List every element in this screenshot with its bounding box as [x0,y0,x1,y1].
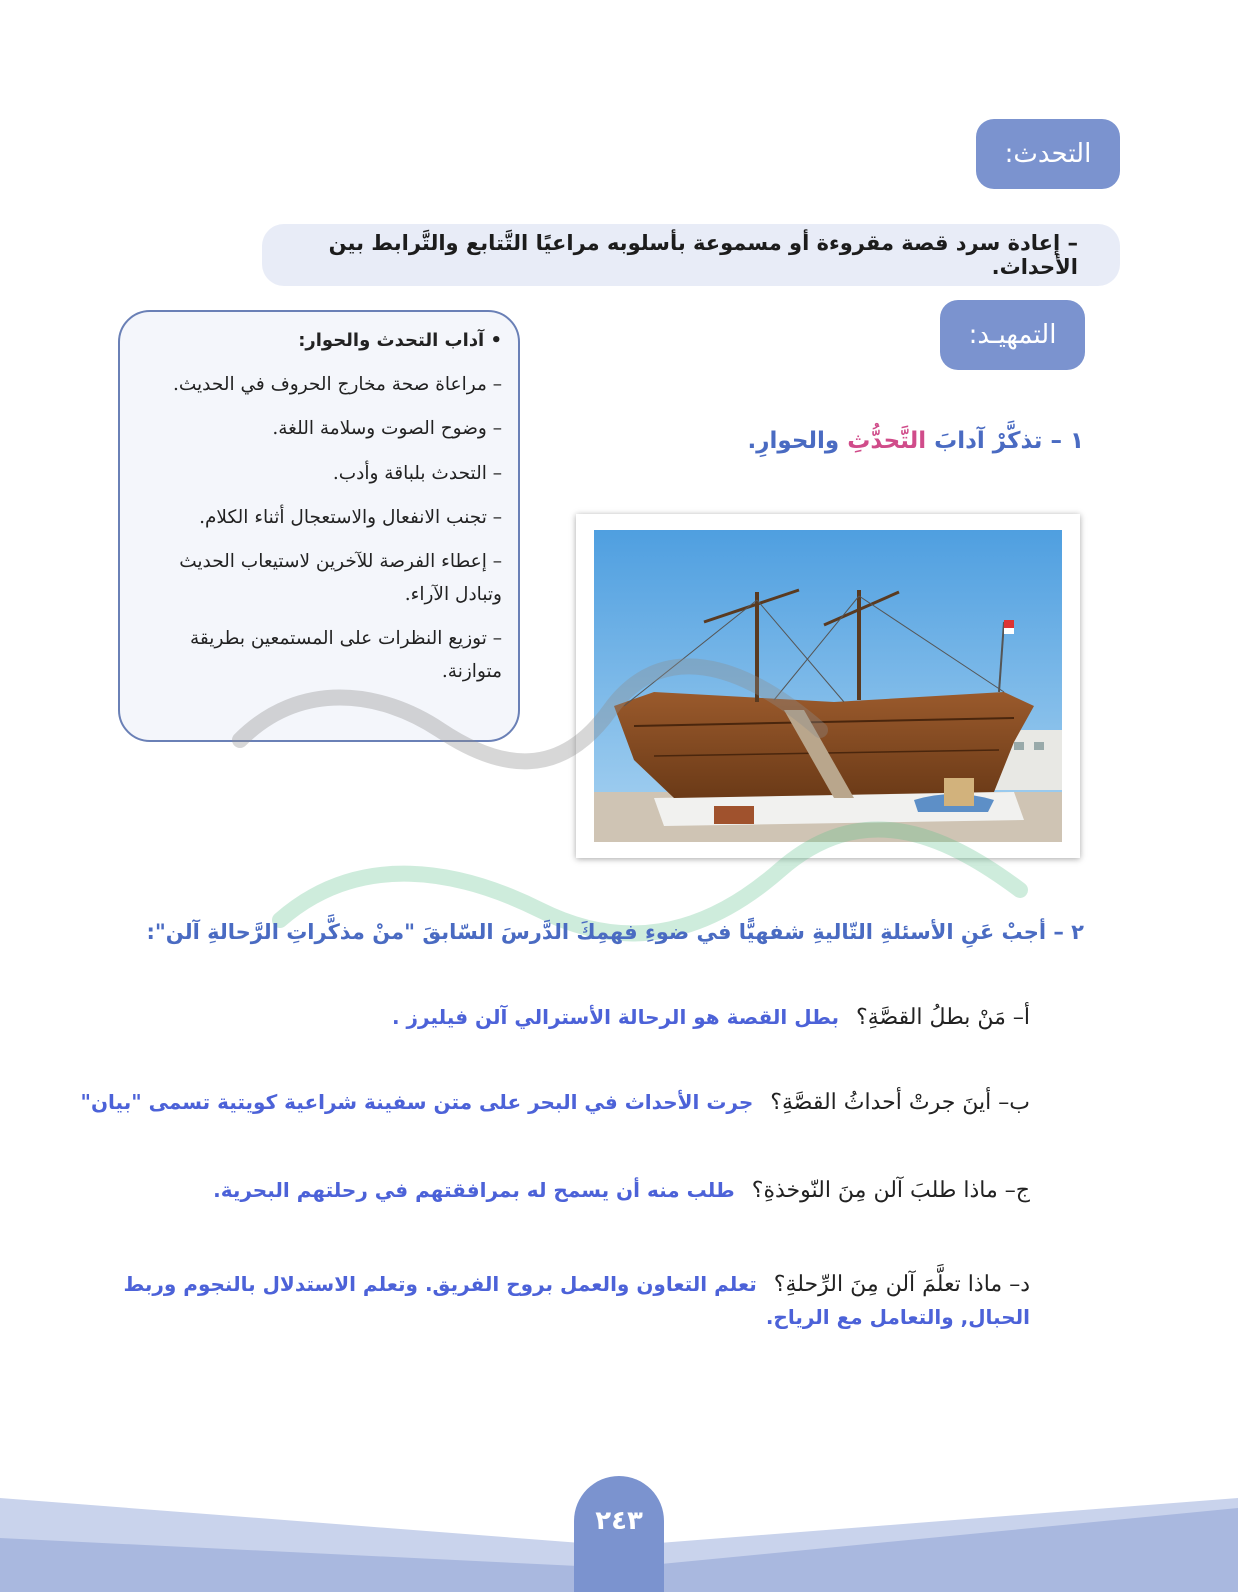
answer-text: بطل القصة هو الرحالة الأسترالي آلن فيليرز . [391,1005,840,1029]
question-1-highlight: التَّحدُّثِ [847,428,927,454]
page-number: ٢٤٣ [574,1476,664,1592]
ship-photo-frame [576,514,1080,858]
qa-item [213,1178,1030,1203]
answer-text: جرت الأحداث في البحر على متن سفينة شراعية كويتية تسمى "بيان" [80,1090,754,1114]
qa-item [90,1268,1030,1334]
question-2-number: ٢ – [1053,920,1084,944]
ship-photo [594,530,1062,842]
question-text: ب– أينَ جرتْ أحداثُ القصَّةِ؟ [770,1090,1030,1115]
question-2-text: أجبْ عَنِ الأسئلةِ التّاليةِ شفهيًّا في ضوءِ فهمِكَ الدَّرسَ السّابقَ "منْ مذكَّراتِ الرَّحالةِ آلن": [146,920,1047,944]
question-2 [146,920,1084,944]
etiquette-item: – إعطاء الفرصة للآخرين لاستيعاب الحديث وتبادل الآراء. [179,551,502,605]
etiquette-item: – مراعاة صحة مخارج الحروف في الحديث. [172,373,502,395]
question-1-text-end: والحوارِ. [747,428,848,454]
etiquette-item: – توزيع النظرات على المستمعين بطريقة متوازنة. [190,628,502,682]
answer-text: تعلم التعاون والعمل بروح الفريق. وتعلم الاستدلال بالنجوم وربط الحبال, والتعامل مع الرياح. [123,1272,1030,1329]
intro-label: التمهيـد: [940,300,1085,370]
section-title: التحدث: [976,119,1120,189]
question-1 [748,428,1084,454]
etiquette-item: – وضوح الصوت وسلامة اللغة. [272,418,502,440]
etiquette-item: – تجنب الانفعال والاستعجال أثناء الكلام. [199,507,502,529]
etiquette-item: – التحدث بلباقة وأدب. [332,462,502,484]
qa-item [392,1005,1030,1030]
question-1-text: تذكَّرْ آدابَ [926,428,1043,454]
question-text: د– ماذا تعلَّمَ آلن مِنَ الرِّحلةِ؟ [773,1272,1030,1297]
lesson-objective: – إعادة سرد قصة مقروءة أو مسموعة بأسلوبه مراعيًا التَّتابع والتَّرابط بين الأحداث. [262,224,1120,286]
question-text: أ– مَنْ بطلُ القصَّةِ؟ [856,1005,1030,1030]
answer-text: طلب منه أن يسمح له بمرافقتهم في رحلتهم البحرية. [213,1178,735,1202]
etiquette-box [118,310,520,742]
question-text: ج– ماذا طلبَ آلن مِنَ النّوخذةِ؟ [751,1178,1030,1203]
qa-item [81,1090,1030,1115]
etiquette-heading: • آداب التحدث والحوار: [298,330,502,351]
question-1-number: ١ – [1050,428,1084,454]
